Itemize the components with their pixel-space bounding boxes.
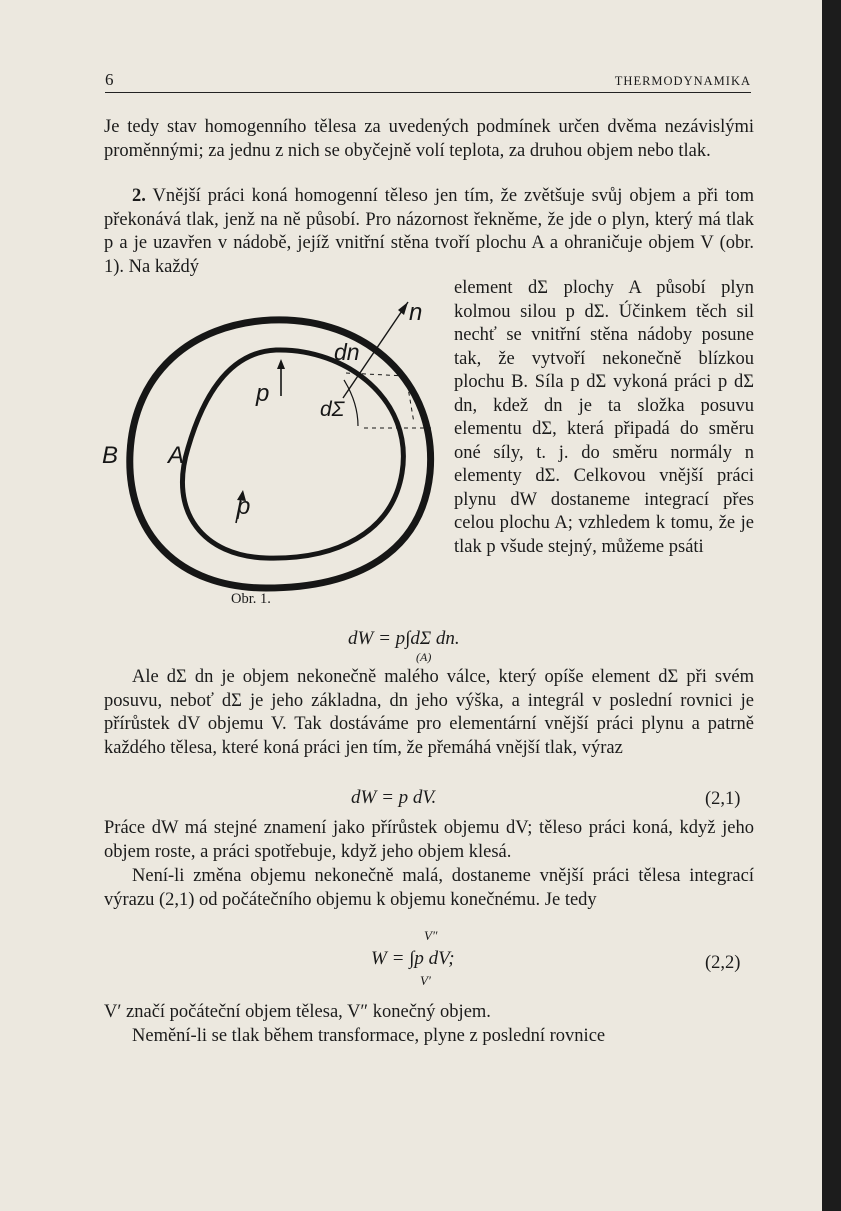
inner-surface-a [182,350,403,558]
equation-a-subscript: (A) [416,650,432,664]
label-p-bottom: p [237,493,251,520]
paragraph-3: Ale dΣ dn je objem nekonečně malého válce, který opíše element dΣ při svém posuvu, neboť dΣ je jeho základna, dn jeho výška, a integrál v poslední rovnici je přírůstek dV objemu V. Tak dostáváme pro elementární vnější práci plynu a patrně každého tělesa, které koná práci jen tím, že přemáhá vnější tlak, výraz [104,667,754,758]
paragraph-2-wrapped: element dΣ plochy A působí plyn kolmou silou p dΣ. Účinkem těch sil nechť se vnitřní stěna nádoby posune tak, že vytvoří nekonečně blízkou plochu B. Síla p dΣ vykoná práci p dΣ dn, kdež dn je ta složka posuvu elementu dΣ, která připadá do směru oné síly, t. j. do směru normály n elementy dΣ. Celkovou vnější práci plynu dW dostaneme integrací přes celou plochu A; vzhledem k tomu, že je tlak p všude stejný, můžeme psáti [454,278,754,557]
pressure-arrowhead-top [277,359,285,369]
page-header [105,66,751,93]
integral-upper-limit: V″ [424,928,438,943]
label-dsigma: dΣ [320,398,345,421]
label-p-top: p [256,380,270,407]
equation-2-2-number: (2,2) [705,953,741,973]
paragraph-6: V′ značí počáteční objem tělesa, V″ konečný objem. [104,1002,491,1022]
figure-1-diagram [96,288,446,613]
paragraph-2 [104,185,754,279]
running-title: THERMODYNAMIKA [614,74,751,88]
integral-lower-limit: V′ [420,973,431,988]
equation-2-1: dW = p dV. [351,787,437,808]
label-dn: dn [334,339,360,365]
normal-arrowhead [398,302,408,315]
figure-caption: Obr. 1. [231,591,271,607]
page-edge-shadow [822,0,841,1211]
label-b: B [102,442,119,469]
page-number: 6 [105,70,114,89]
paragraph-1: Je tedy stav homogenního tělesa za uvedených podmínek určen dvěma nezávislými proměnnými; za jednu z nich se obyčejně volí teplota, za druhou objem nebo tlak. [104,117,754,161]
label-n: n [409,299,423,326]
paragraph-4: Práce dW má stejné znamení jako přírůstek objemu dV; těleso práci koná, když jeho objem roste, a práci spotřebuje, když jeho objem klesá. [104,818,754,862]
equation-2-1-number: (2,1) [705,789,741,809]
equation-a: dW = p∫dΣ dn. [348,628,460,649]
label-a: A [168,442,185,469]
paragraph-7: Nemění-li se tlak během transformace, plyne z poslední rovnice [132,1026,606,1046]
section-number: 2. [132,186,146,206]
paragraph-2-text: Vnější práci koná homogenní těleso jen tím, že zvětšuje svůj objem a při tom překonává tlak, jenž na ně působí. Pro názornost řekněme, že jde o plyn, který má tlak p a je uzavřen v nádobě, jejíž vnitřní stěna tvoří plochu A a ohraničuje objem V (obr. 1). Na každý [104,186,754,277]
equation-2-2: W = ∫p dV; [371,948,455,969]
paragraph-5: Není-li změna objemu nekonečně malá, dostaneme vnější práci tělesa integrací výrazu (2,1) od počátečního objemu k objemu konečnému. Je tedy [104,866,754,910]
